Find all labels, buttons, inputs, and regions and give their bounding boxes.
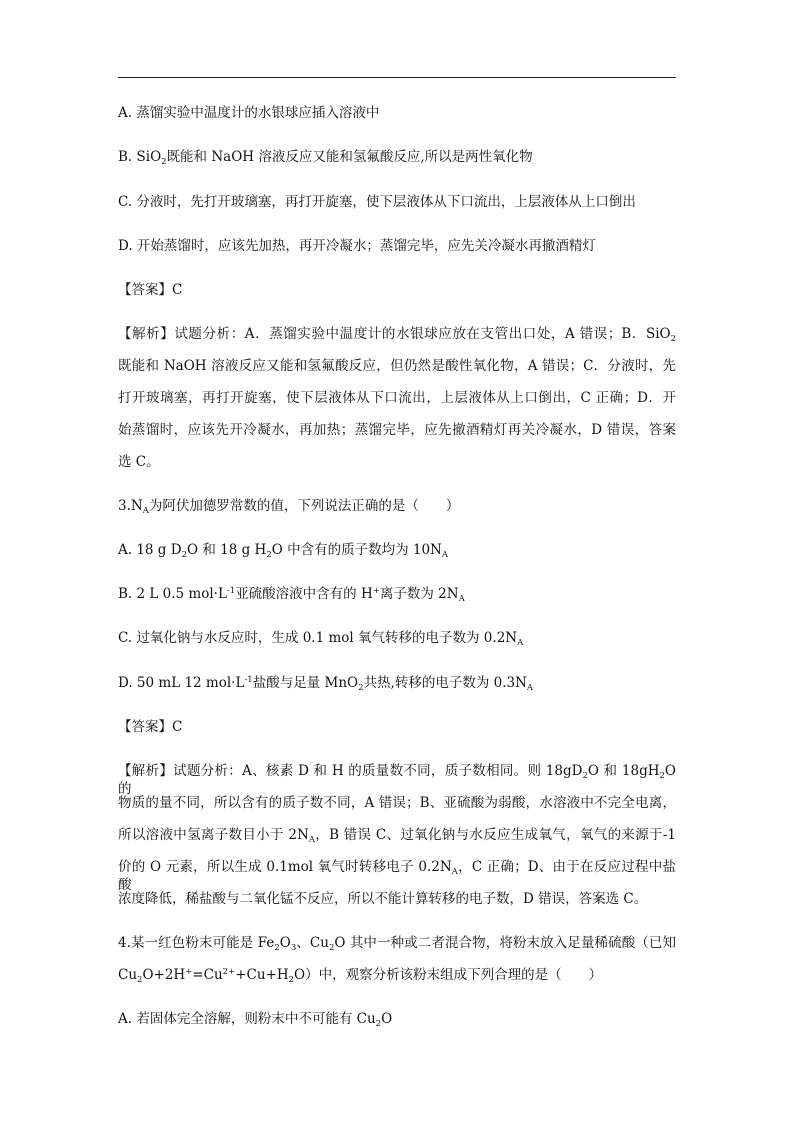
q2-option-a: A. 蒸馏实验中温度计的水银球应插入溶液中	[118, 105, 380, 121]
q3-option-b: B. 2 L 0.5 $mol\cdot L^{-1}$亚硫酸溶液中含有的 H+离子数为 $2N_A$	[118, 586, 465, 604]
q4-stem-line-1: 4.某一红色粉末可能是 $Fe_2O_3$、$Cu_2O$ 其中一种或二者混合物，将粉末放入足量稀硫酸（已知	[118, 935, 676, 953]
q2-option-c: C. 分液时，先打开玻璃塞，再打开旋塞，使下层液体从下口流出，上层液体从上口倒出	[118, 194, 636, 210]
q3-analysis-line-3: 所以溶液中氢离子数目小于 $2N_A$，B 错误 C、过氧化钠与水反应生成氧气，氧气的来源于-1	[118, 827, 676, 845]
q3-analysis-line-1: 【解析】试题分析：A、核素 D 和 H 的质量数不同，质子数相同。则 $18gD_2O$ 和 $18gH_2O$ 的	[118, 763, 676, 797]
q3-stem: $3.N_A$为阿伏加德罗常数的值，下列说法正确的是（ ）	[118, 498, 460, 516]
q3-option-c: C. 过氧化钠与水反应时，生成 0.1 mol 氧气转移的电子数为 $0.2N_A$	[118, 630, 524, 648]
q2-analysis-line-1: 【解析】试题分析：A．蒸馏实验中温度计的水银球应放在支管出口处，A 错误；B．SiO$_2$	[118, 326, 676, 344]
q2-analysis-line-4: 始蒸馏时，应该先开冷凝水，再加热；蒸馏完毕，应先撤酒精灯再关冷凝水，D 错误，答案	[118, 422, 676, 438]
q2-analysis-line-5: 选 C。	[118, 454, 160, 470]
q2-answer: 【答案】C	[118, 282, 183, 298]
q3-analysis-line-2: 物质的量不同，所以含有的质子数不同，A 错误；B、亚硫酸为弱酸，水溶液中不完全电离，	[118, 795, 676, 811]
header-rule	[118, 77, 676, 78]
q3-option-a: A. 18 g $D_2O$ 和 18 g $H_2O$ 中含有的质子数均为 $10N_A$	[118, 542, 449, 560]
q2-analysis-line-2: 既能和 NaOH 溶液反应又能和氢氟酸反应，但仍然是酸性氧化物，A 错误；C．分液时，先	[118, 358, 676, 374]
q4-stem-line-2: $Cu_2O+2H^+=Cu^{2+}+Cu+H_2O$）中，观察分析该粉末组成下列合理的是（ ）	[118, 967, 603, 985]
q2-analysis-line-3: 打开玻璃塞，再打开旋塞，使下层液体从下口流出，上层液体从上口倒出，C 正确；D．开	[118, 390, 676, 406]
q3-answer: 【答案】C	[118, 719, 183, 735]
q2-option-d: D. 开始蒸馏时，应该先加热，再开冷凝水；蒸馏完毕，应先关冷凝水再撤酒精灯	[118, 238, 596, 254]
q3-analysis-line-4: 价的 O 元素，所以生成 0.1mol 氧气时转移电子 $0.2N_A$，C 正确；D、由于在反应过程中盐酸	[118, 859, 676, 893]
q3-analysis-line-5: 浓度降低，稀盐酸与二氧化锰不反应，所以不能计算转移的电子数，D 错误，答案选 C。	[118, 891, 648, 907]
q4-option-a: A. 若固体完全溶解，则粉末中不可能有 $Cu_2O$	[118, 1011, 393, 1029]
q3-option-d: D. 50 mL 12 $mol\cdot L^{-1}$盐酸与足量 MnO$_2$共热,转移的电子数为 $0.3N_A$	[118, 675, 534, 693]
q2-option-b: B. SiO$_2$既能和 NaOH 溶液反应又能和氢氟酸反应,所以是两性氧化物	[118, 149, 533, 167]
